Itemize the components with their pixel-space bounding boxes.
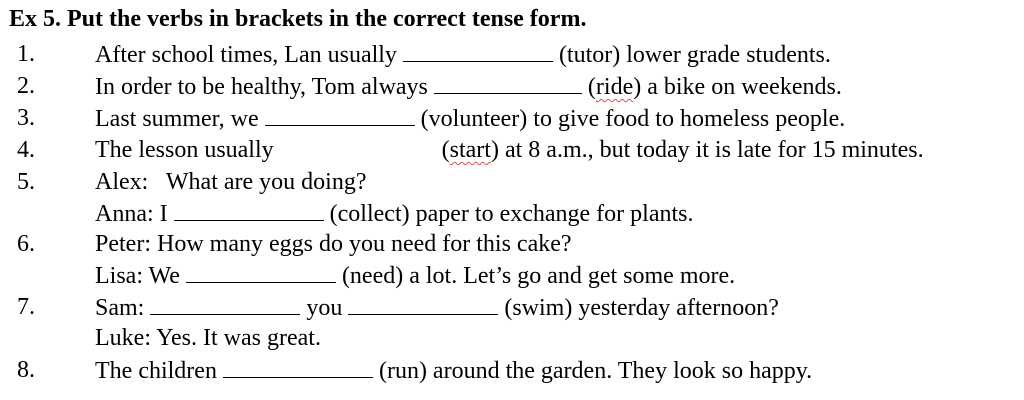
item-4-verb: (start) [441, 137, 499, 163]
item-3-before: Last summer, we [95, 106, 259, 132]
item-1-after: (tutor) lower grade students. [558, 42, 831, 68]
item-2-before: In order to be healthy, Tom always [95, 74, 428, 100]
item-7-middle: you [306, 295, 343, 321]
item-1-blank[interactable] [403, 41, 553, 62]
item-1-number: 1. [17, 41, 35, 67]
item-8-blank[interactable] [223, 357, 373, 378]
item-5-number: 5. [17, 169, 35, 195]
item-6-number: 6. [17, 231, 35, 257]
item-7-speaker: Sam: [95, 295, 145, 321]
item-2-text [95, 73, 842, 101]
item-5-line2 [95, 200, 694, 228]
item-8-after: (run) around the garden. They look so happy. [378, 358, 813, 384]
item-1-text [95, 41, 831, 69]
item-4-number: 4. [17, 137, 35, 163]
item-4-text [95, 137, 924, 164]
item-8-text [95, 357, 812, 385]
spellcheck-underline: start [449, 137, 491, 163]
item-6-before: Lisa: We [95, 263, 180, 289]
item-3-number: 3. [17, 105, 35, 131]
item-3-text [95, 105, 845, 133]
item-7-line1 [95, 294, 779, 322]
item-6-blank[interactable] [186, 262, 336, 283]
item-2-after: a bike on weekends. [647, 74, 842, 100]
item-6-line2 [95, 262, 735, 290]
item-1-before: After school times, Lan usually [95, 42, 397, 68]
item-6-after: (need) a lot. Let’s go and get some more. [341, 263, 736, 289]
item-8-before: The children [95, 358, 217, 384]
item-2-number: 2. [17, 73, 35, 99]
item-7-after: (swim) yesterday afternoon? [504, 295, 779, 321]
item-3-after: (volunteer) to give food to homeless people. [420, 106, 846, 132]
item-8-number: 8. [17, 357, 35, 383]
spellcheck-underline: ride [595, 74, 634, 100]
item-4-before: The lesson usually [95, 137, 274, 163]
item-7-blank-2[interactable] [348, 294, 498, 315]
item-7-number: 7. [17, 294, 35, 320]
item-7-blank-1[interactable] [150, 294, 300, 315]
item-2-blank[interactable] [434, 73, 582, 94]
item-2-verb: (ride) [587, 74, 642, 100]
item-5-line1: Alex: What are you doing? [95, 169, 367, 195]
item-7-line2: Luke: Yes. It was great. [95, 325, 321, 351]
item-5-after: (collect) paper to exchange for plants. [329, 201, 694, 227]
item-5-blank[interactable] [174, 200, 324, 221]
item-3-blank[interactable] [265, 105, 415, 126]
exercise-title: Ex 5. Put the verbs in brackets in the correct tense form. [9, 6, 587, 32]
item-4-after: at 8 a.m., but today it is late for 15 minutes. [504, 137, 924, 163]
item-6-line1: Peter: How many eggs do you need for this cake? [95, 231, 572, 257]
item-5-before: Anna: I [95, 201, 168, 227]
